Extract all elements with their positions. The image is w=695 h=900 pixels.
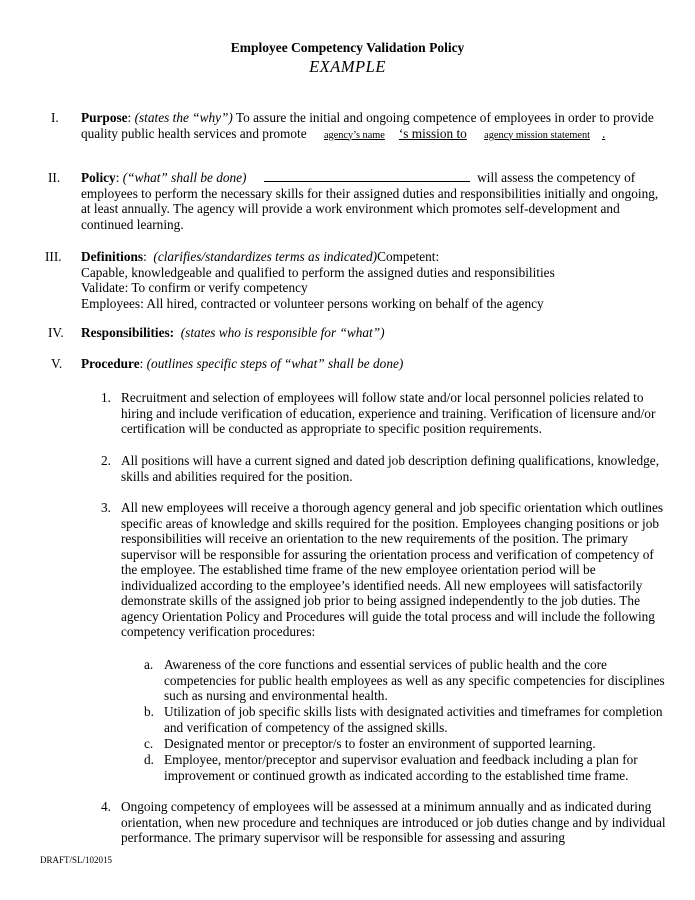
- purpose-hint: (states the “why”): [134, 110, 233, 125]
- section-purpose: Purpose: (states the “why”) To assure the initial and ongoing competence of employees in order to provide quality public health services and promote agency’s name ‘s mission to agency mission statement .: [81, 110, 654, 141]
- section-number-procedure: V.: [51, 356, 63, 371]
- document-footer: DRAFT/SL/102015: [40, 855, 113, 865]
- section-number-purpose: I.: [51, 110, 59, 125]
- section-responsibilities: [81, 325, 666, 341]
- sub-item: Employee, mentor/preceptor and supervisor evaluation and feedback including a plan for improvement or continued growth as indicated according to the established time frame.: [164, 752, 638, 783]
- purpose-end: .: [601, 125, 606, 141]
- definitions-hint: (clarifies/standardizes terms as indicated): [153, 249, 378, 264]
- procedure-item-number: 2.: [101, 453, 111, 468]
- agency-mission-blank: agency mission statement: [484, 129, 590, 141]
- section-number-policy: II.: [48, 170, 61, 185]
- document-subtitle: EXAMPLE: [309, 57, 386, 76]
- definitions-label: Definitions: [81, 249, 144, 264]
- procedure-label: Procedure: [81, 356, 140, 371]
- responsibilities-label: Responsibilities:: [81, 325, 175, 340]
- section-definitions: Definitions: (clarifies/standardizes terms as indicated)Competent: Capable, knowledgeable and qualified to perform the assigned duties and responsibilities Validate: To confirm or verify competency Employees: All hired, contracted or volunteer persons working on behalf of the agency: [81, 249, 666, 311]
- agency-name-blank-line: [264, 170, 470, 182]
- policy-text: will assess the competency of employees to perform the necessary skills for their assigned duties and responsibilities initially and ongoing, at least annually. The agency will provide a work environment which promotes self-development and continued learning.: [81, 170, 659, 232]
- sub-item-number: a.: [144, 657, 154, 672]
- policy-label: Policy: [81, 170, 116, 185]
- procedure-item: Recruitment and selection of employees will follow state and/or local personnel policies related to hiring and include verification of education, experience and training. Verification of licensure and/or certification will be conducted as appropriate to specific position requirements.: [121, 390, 656, 436]
- responsibilities-hint: (states who is responsible for “what”): [180, 325, 385, 340]
- section-number-responsibilities: IV.: [48, 325, 64, 340]
- sub-item: Designated mentor or preceptor/s to foster an environment of supported learning.: [164, 736, 596, 751]
- procedure-item-number: 3.: [101, 500, 111, 515]
- sub-item-number: c.: [144, 736, 154, 751]
- purpose-label: Purpose: [81, 110, 128, 125]
- procedure-item: Ongoing competency of employees will be assessed at a minimum annually and as indicated during orientation, when new procedure and techniques are introduced or job duties change and by individual performance. The primary supervisor will be responsible for assessing and assuring: [121, 799, 666, 845]
- document-title: Employee Competency Validation Policy: [230, 40, 465, 55]
- procedure-item-number: 4.: [101, 799, 111, 814]
- procedure-hint: (outlines specific steps of “what” shall be done): [146, 356, 404, 371]
- sub-item: Utilization of job specific skills lists with designated activities and timeframes for completion and verification of competency of the assigned skills.: [164, 704, 663, 735]
- purpose-text: To assure the initial and ongoing competence of employees in order to provide quality public health services and promote: [81, 110, 654, 141]
- sub-item-number: b.: [144, 704, 154, 719]
- definition-competent-term: Competent:: [377, 249, 440, 264]
- sub-item-number: d.: [144, 752, 154, 767]
- agency-name-blank: agency’s name: [323, 129, 385, 141]
- section-procedure: Procedure: (outlines specific steps of “what” shall be done): [81, 356, 404, 371]
- policy-hint: (“what” shall be done): [122, 170, 247, 185]
- procedure-item: All positions will have a current signed and dated job description defining qualifications, knowledge, skills and abilities required for the position.: [121, 453, 660, 484]
- section-number-definitions: III.: [45, 249, 62, 264]
- procedure-item-number: 1.: [101, 390, 111, 405]
- section-policy: Policy: (“what” shall be done) will assess the competency of employees to perform the necessary skills for their assigned duties and responsibilities initially and ongoing, at least annually. The agency will provide a work environment which promotes self-development and continued learning.: [81, 170, 659, 232]
- definition-employees: Employees: All hired, contracted or volunteer persons working on behalf of the agency: [81, 295, 544, 311]
- mission-to-text: ‘s mission to: [398, 125, 467, 141]
- definition-validate: Validate: To confirm or verify competency: [81, 280, 308, 295]
- sub-item: Awareness of the core functions and essential services of public health and the core competencies for public health employees as well as any specific competencies for disciplines such as nursing and environmental health.: [164, 657, 665, 703]
- procedure-item: All new employees will receive a thorough agency general and job specific orientation which outlines specific areas of knowledge and skills required for the position. Employees changing positions or job responsibilities will receive an orientation to the new requirements of the position. The primary supervisor will be responsible for assuring the orientation process and verification of competency of the employee. The established time frame of the new employee orientation period will be individualized according to the employee’s identified needs. All new employees will satisfactorily demonstrate skills of the assigned job prior to being assigned independently to the job duties. The agency Orientation Policy and Procedures will guide the total process and will include the following competency verification procedures:: [121, 500, 664, 639]
- definition-competent: Capable, knowledgeable and qualified to perform the assigned duties and responsibilities: [81, 264, 555, 280]
